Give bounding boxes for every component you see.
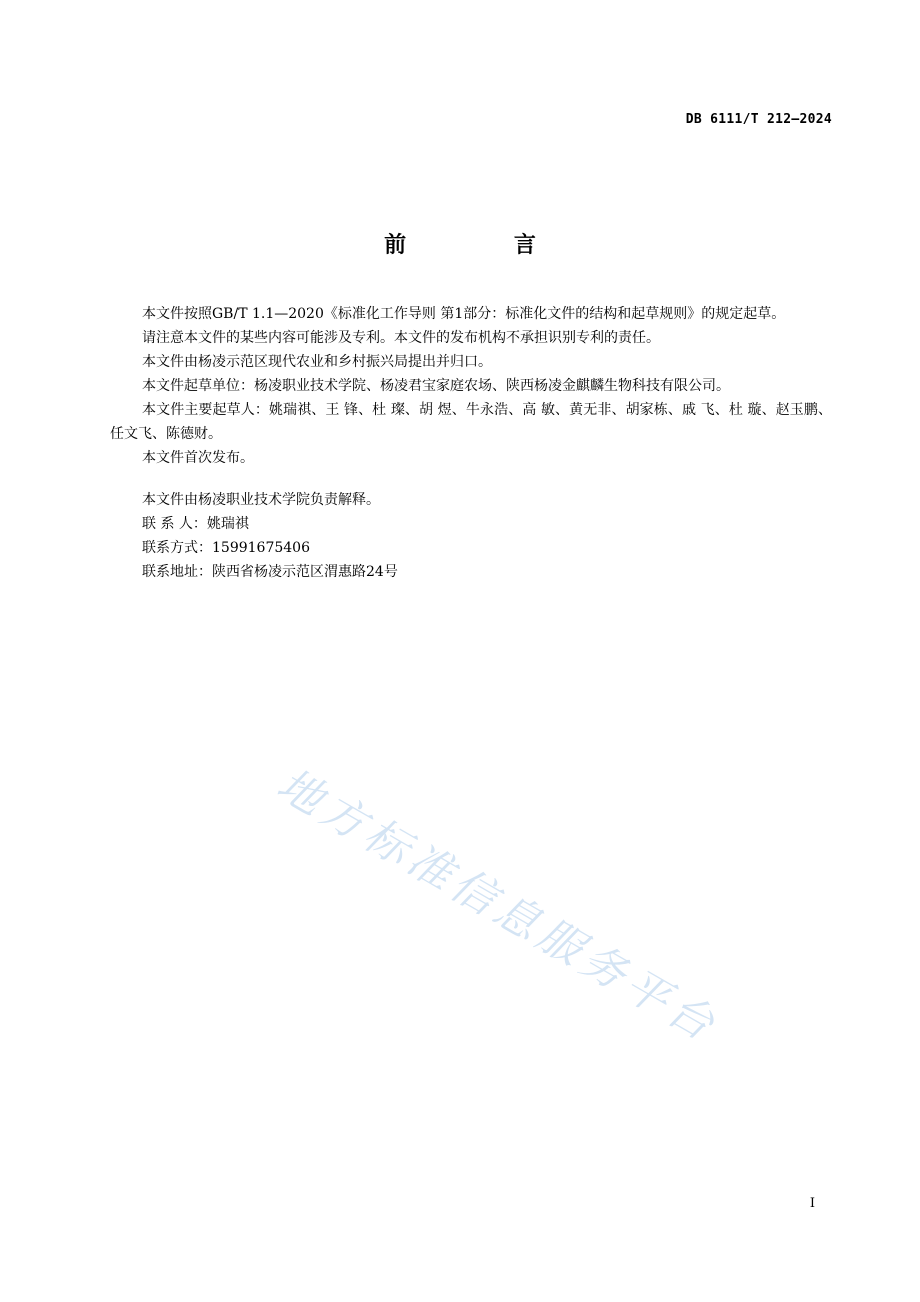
- paragraph-drafting-units: 本文件起草单位：杨凌职业技术学院、杨凌君宝家庭农场、陕西杨凌金麒麟生物科技有限公司。: [142, 378, 730, 394]
- contact-person: 联 系 人：姚瑞祺: [142, 516, 249, 532]
- paragraph-gap: [110, 470, 832, 488]
- paragraph-patent-notice: 请注意本文件的某些内容可能涉及专利。本文件的发布机构不承担识别专利的责任。: [142, 330, 660, 346]
- paragraph-first-release: 本文件首次发布。: [142, 450, 254, 466]
- standard-code: DB 6111/T 212—2024: [685, 112, 832, 127]
- watermark: 地方标准信息服务平台: [268, 758, 728, 1053]
- page-number: I: [809, 1196, 815, 1211]
- paragraph-proposer: 本文件由杨凌示范区现代农业和乡村振兴局提出并归口。: [142, 354, 492, 370]
- contact-phone: 联系方式：15991675406: [142, 540, 310, 556]
- page-title: 前 言: [384, 233, 586, 258]
- contact-address: 联系地址：陕西省杨凌示范区渭惠路24号: [142, 564, 398, 580]
- preface-body: [110, 302, 832, 584]
- paragraph-drafting-rules: 本文件按照GB/T 1.1—2020《标准化工作导则 第1部分：标准化文件的结构和起草规则》的规定起草。: [142, 306, 786, 322]
- contact-interpretation: 本文件由杨凌职业技术学院负责解释。: [142, 492, 380, 508]
- paragraph-drafters: 本文件主要起草人：姚瑞祺、王 锋、杜 璨、胡 煜、牛永浩、高 敏、黄无非、胡家栋、戚 飞、杜 璇、赵玉鹏、任文飞、陈德财。: [110, 402, 832, 442]
